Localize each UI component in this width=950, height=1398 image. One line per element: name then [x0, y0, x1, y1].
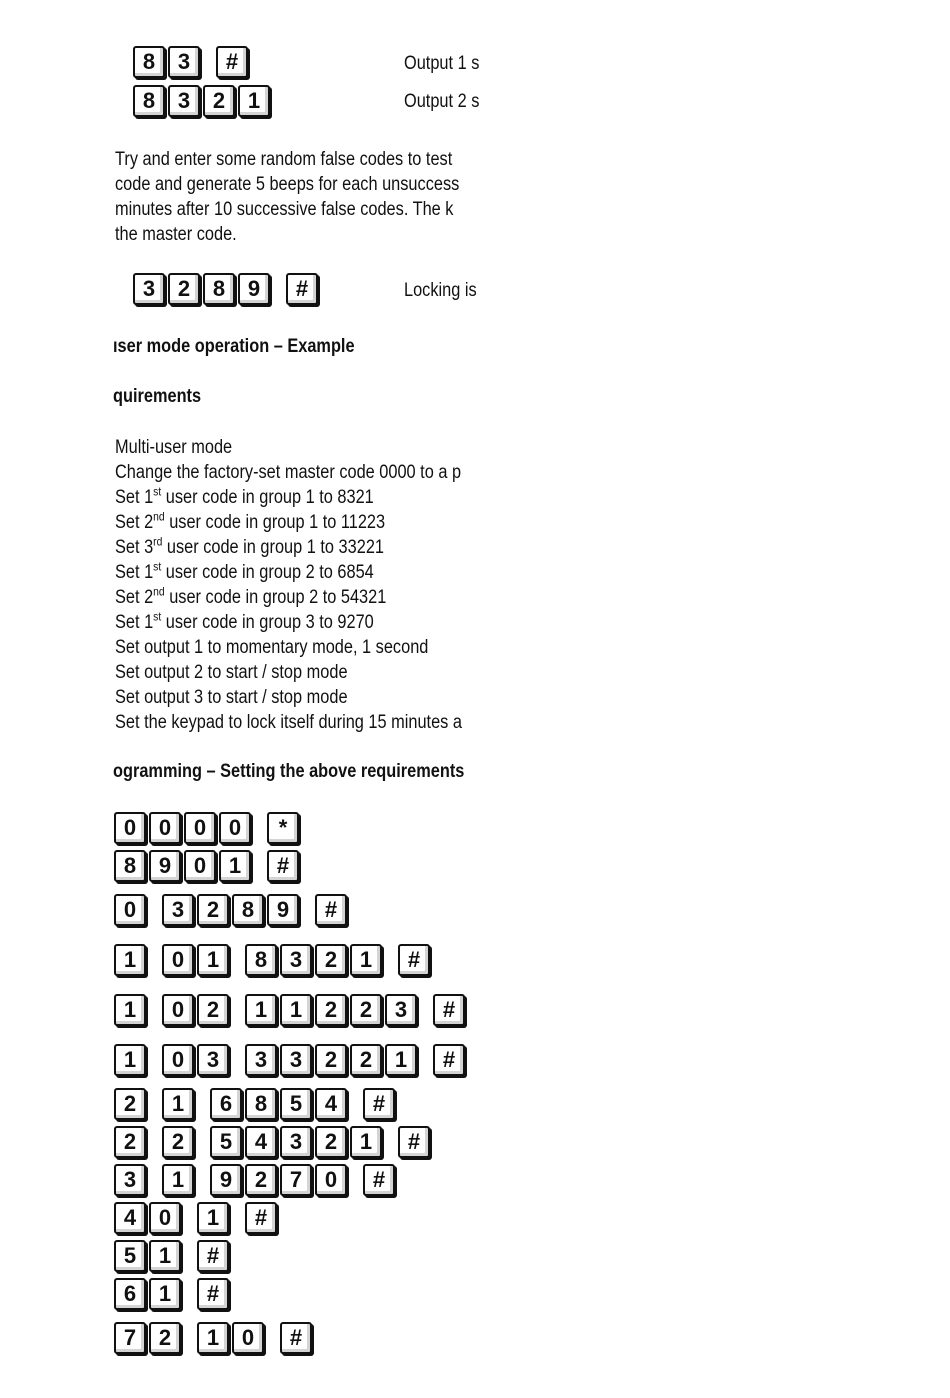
key-group-gap	[197, 1104, 210, 1105]
output-1-label: Output 1 s	[404, 53, 480, 74]
keypad-key-3: 3	[133, 273, 165, 305]
keypad-key-1: 1	[219, 850, 251, 882]
keypad-key-8: 8	[133, 46, 165, 78]
paragraph-line: code and generate 5 beeps for each unsuccess	[115, 174, 460, 195]
keypad-key-6: 6	[210, 1088, 242, 1120]
key-group-gap	[273, 289, 286, 290]
keypad-sequence-lock	[133, 273, 321, 305]
keypad-key-1: 1	[385, 1044, 417, 1076]
key-group-gap	[149, 1060, 162, 1061]
keypad-key-0: 0	[184, 850, 216, 882]
key-group-gap	[232, 1060, 245, 1061]
keypad-key-3: 3	[280, 1044, 312, 1076]
keypad-key-hash: #	[286, 273, 318, 305]
keypad-key-1: 1	[197, 1202, 229, 1234]
programming-heading: ogramming – Setting the above requirements	[113, 761, 465, 782]
requirement-item: Change the factory-set master code 0000 to a p	[115, 462, 462, 483]
keypad-key-8: 8	[114, 850, 146, 882]
keypad-key-9: 9	[267, 894, 299, 926]
keypad-key-hash: #	[363, 1088, 395, 1120]
programming-sequence-row	[114, 1088, 398, 1120]
keypad-key-hash: #	[267, 850, 299, 882]
keypad-key-hash: #	[315, 894, 347, 926]
keypad-key-1: 1	[162, 1088, 194, 1120]
key-group-gap	[267, 1338, 280, 1339]
keypad-key-3: 3	[197, 1044, 229, 1076]
key-group-gap	[232, 1010, 245, 1011]
keypad-key-1: 1	[245, 994, 277, 1026]
requirement-item: Multi-user mode	[115, 437, 233, 458]
programming-sequence-row	[114, 894, 350, 926]
keypad-key-1: 1	[162, 1164, 194, 1196]
key-group-gap	[149, 960, 162, 961]
keypad-key-3: 3	[114, 1164, 146, 1196]
locking-label: Locking is	[404, 280, 477, 301]
keypad-key-1: 1	[238, 85, 270, 117]
keypad-key-9: 9	[149, 850, 181, 882]
keypad-key-0: 0	[162, 994, 194, 1026]
keypad-key-3: 3	[168, 85, 200, 117]
key-group-gap	[184, 1338, 197, 1339]
keypad-key-2: 2	[149, 1322, 181, 1354]
keypad-key-9: 9	[210, 1164, 242, 1196]
keypad-key-2: 2	[162, 1126, 194, 1158]
keypad-key-0: 0	[149, 1202, 181, 1234]
key-group-gap	[350, 1180, 363, 1181]
keypad-key-0: 0	[184, 812, 216, 844]
keypad-key-0: 0	[114, 894, 146, 926]
key-group-gap	[385, 960, 398, 961]
keypad-key-0: 0	[315, 1164, 347, 1196]
keypad-key-hash: #	[433, 994, 465, 1026]
keypad-key-hash: #	[197, 1278, 229, 1310]
keypad-key-0: 0	[114, 812, 146, 844]
keypad-key-hash: #	[398, 1126, 430, 1158]
keypad-key-0: 0	[232, 1322, 264, 1354]
keypad-key-3: 3	[280, 944, 312, 976]
requirement-item: Set 1st user code in group 1 to 8321	[115, 484, 374, 508]
key-group-gap	[302, 910, 315, 911]
keypad-key-5: 5	[114, 1240, 146, 1272]
keypad-key-0: 0	[219, 812, 251, 844]
keypad-key-5: 5	[210, 1126, 242, 1158]
programming-sequence-row	[114, 1126, 433, 1158]
keypad-key-2: 2	[114, 1088, 146, 1120]
programming-sequence-row	[114, 1164, 398, 1196]
paragraph-line: the master code.	[115, 224, 237, 245]
programming-sequence-row	[114, 1278, 232, 1310]
keypad-key-2: 2	[203, 85, 235, 117]
keypad-key-2: 2	[315, 994, 347, 1026]
requirement-item: Set the keypad to lock itself during 15 minutes a	[115, 712, 462, 733]
key-group-gap	[232, 960, 245, 961]
programming-sequence-row	[114, 944, 433, 976]
keypad-key-0: 0	[149, 812, 181, 844]
paragraph-line: minutes after 10 successive false codes. The k	[115, 199, 454, 220]
requirement-item: Set output 2 to start / stop mode	[115, 662, 348, 683]
keypad-key-hash: #	[363, 1164, 395, 1196]
requirements-heading: quirements	[113, 386, 202, 407]
section-heading: ıser mode operation – Example	[113, 336, 355, 357]
programming-sequence-row	[114, 1044, 468, 1076]
keypad-key-5: 5	[280, 1088, 312, 1120]
keypad-key-7: 7	[280, 1164, 312, 1196]
keypad-key-2: 2	[350, 1044, 382, 1076]
programming-sequence-row	[114, 1240, 232, 1272]
keypad-key-1: 1	[114, 1044, 146, 1076]
output-2-label: Output 2 s	[404, 91, 480, 112]
key-group-gap	[197, 1142, 210, 1143]
keypad-key-8: 8	[245, 944, 277, 976]
keypad-key-9: 9	[238, 273, 270, 305]
key-group-gap	[149, 910, 162, 911]
key-group-gap	[232, 1218, 245, 1219]
key-group-gap	[420, 1060, 433, 1061]
key-group-gap	[385, 1142, 398, 1143]
keypad-key-1: 1	[114, 994, 146, 1026]
keypad-key-1: 1	[114, 944, 146, 976]
keypad-key-star: *	[267, 812, 299, 844]
keypad-key-1: 1	[350, 944, 382, 976]
keypad-key-4: 4	[114, 1202, 146, 1234]
keypad-key-0: 0	[162, 1044, 194, 1076]
key-group-gap	[184, 1256, 197, 1257]
key-group-gap	[350, 1104, 363, 1105]
requirement-item: Set 1st user code in group 2 to 6854	[115, 559, 374, 583]
key-group-gap	[149, 1142, 162, 1143]
keypad-key-8: 8	[232, 894, 264, 926]
keypad-key-8: 8	[203, 273, 235, 305]
key-group-gap	[254, 866, 267, 867]
false-code-paragraph	[115, 147, 459, 247]
keypad-key-0: 0	[162, 944, 194, 976]
keypad-key-4: 4	[315, 1088, 347, 1120]
keypad-key-3: 3	[245, 1044, 277, 1076]
keypad-key-2: 2	[197, 894, 229, 926]
keypad-key-hash: #	[433, 1044, 465, 1076]
keypad-key-6: 6	[114, 1278, 146, 1310]
keypad-key-3: 3	[162, 894, 194, 926]
requirements-list	[115, 435, 462, 735]
requirement-item: Set 2nd user code in group 2 to 54321	[115, 584, 387, 608]
keypad-key-2: 2	[114, 1126, 146, 1158]
requirement-item: Set output 1 to momentary mode, 1 second	[115, 637, 429, 658]
keypad-sequence-output-1	[133, 46, 251, 78]
keypad-key-hash: #	[197, 1240, 229, 1272]
paragraph-line: Try and enter some random false codes to test	[115, 149, 453, 170]
key-group-gap	[184, 1218, 197, 1219]
key-group-gap	[149, 1010, 162, 1011]
keypad-key-1: 1	[197, 944, 229, 976]
key-group-gap	[254, 828, 267, 829]
keypad-key-3: 3	[280, 1126, 312, 1158]
keypad-key-2: 2	[168, 273, 200, 305]
requirement-item: Set 3rd user code in group 1 to 33221	[115, 534, 385, 558]
key-group-gap	[184, 1294, 197, 1295]
keypad-key-1: 1	[197, 1322, 229, 1354]
keypad-key-3: 3	[168, 46, 200, 78]
keypad-key-2: 2	[350, 994, 382, 1026]
keypad-key-1: 1	[350, 1126, 382, 1158]
requirement-item: Set 2nd user code in group 1 to 11223	[115, 509, 386, 533]
keypad-key-hash: #	[245, 1202, 277, 1234]
keypad-key-3: 3	[385, 994, 417, 1026]
programming-sequence-row	[114, 850, 302, 882]
keypad-key-2: 2	[315, 944, 347, 976]
programming-sequence-row	[114, 994, 468, 1026]
keypad-key-4: 4	[245, 1126, 277, 1158]
keypad-key-1: 1	[149, 1278, 181, 1310]
keypad-sequence-output-2	[133, 85, 273, 117]
requirement-item: Set output 3 to start / stop mode	[115, 687, 348, 708]
key-group-gap	[420, 1010, 433, 1011]
keypad-key-hash: #	[398, 944, 430, 976]
keypad-key-2: 2	[197, 994, 229, 1026]
key-group-gap	[203, 62, 216, 63]
key-group-gap	[197, 1180, 210, 1181]
keypad-key-2: 2	[315, 1044, 347, 1076]
programming-sequence-row	[114, 1322, 315, 1354]
keypad-key-hash: #	[280, 1322, 312, 1354]
key-group-gap	[149, 1104, 162, 1105]
programming-sequence-row	[114, 812, 302, 844]
requirement-item: Set 1st user code in group 3 to 9270	[115, 609, 374, 633]
key-group-gap	[149, 1180, 162, 1181]
keypad-key-8: 8	[133, 85, 165, 117]
keypad-key-8: 8	[245, 1088, 277, 1120]
keypad-key-2: 2	[245, 1164, 277, 1196]
keypad-key-1: 1	[149, 1240, 181, 1272]
keypad-key-7: 7	[114, 1322, 146, 1354]
keypad-key-1: 1	[280, 994, 312, 1026]
keypad-key-hash: #	[216, 46, 248, 78]
programming-sequence-row	[114, 1202, 280, 1234]
keypad-key-2: 2	[315, 1126, 347, 1158]
